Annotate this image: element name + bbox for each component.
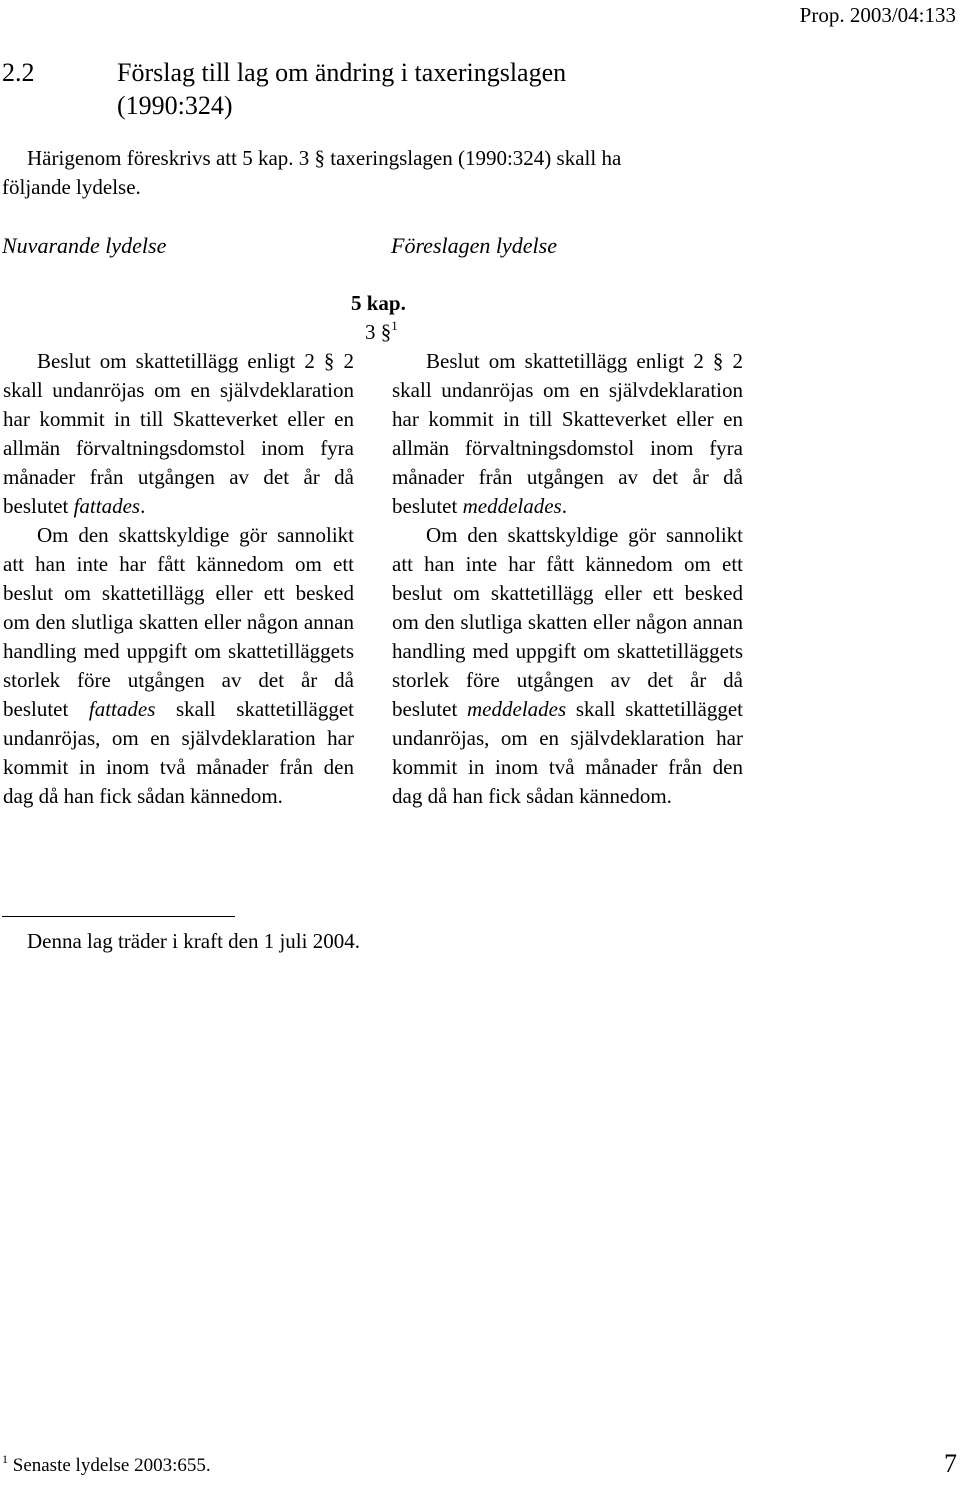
proposed-wording-column — [392, 347, 743, 811]
proposed-p1-emphasis: meddelades — [462, 494, 562, 518]
footnote-mark: 1 — [2, 1452, 8, 1466]
footnote — [2, 1451, 211, 1482]
proposed-p2-emphasis: meddelades — [467, 697, 567, 721]
current-p1-text: Beslut om skattetillägg enligt 2 § 2 skall undanröjas om en självdeklaration har kommit in till Skatteverket eller en allmän förvaltningsdomstol inom fyra månader från utgången av det år då beslutet — [3, 349, 354, 518]
section-title-line2: (1990:324) — [117, 91, 233, 120]
current-p2-text: Om den skattskyldige gör sannolikt att han inte har fått kännedom om ett beslut om skattetillägg eller ett besked om den slutliga skatten eller någon annan handling med uppgift om skattetilläggets storlek före utgången av det år då beslutet — [3, 523, 354, 721]
proposed-p1-text: Beslut om skattetillägg enligt 2 § 2 skall undanröjas om en självdeklaration har kommit in till Skatteverket eller en allmän förvaltningsdomstol inom fyra månader från utgången av det år då beslutet — [392, 349, 743, 518]
current-p2-emphasis: fattades — [88, 697, 156, 721]
proposed-paragraph-1 — [392, 347, 743, 521]
current-paragraph-2 — [3, 521, 354, 811]
current-p1-end: . — [140, 494, 146, 518]
proposed-p2-text: Om den skattskyldige gör sannolikt att han inte har fått kännedom om ett beslut om skattetillägg eller ett besked om den slutliga skatten eller någon annan handling med uppgift om skattetilläggets storlek före utgången av det år då beslutet — [392, 523, 743, 721]
current-wording-column — [3, 347, 354, 811]
paragraph-text: 3 § — [365, 320, 392, 344]
footnote-reference: 1 — [391, 318, 398, 333]
proposed-p1-end: . — [561, 494, 567, 518]
current-paragraph-1 — [3, 347, 354, 521]
footnote-text: Senaste lydelse 2003:655. — [12, 1455, 211, 1476]
current-p2-end: skall skattetillägget undanröjas, om en självdeklaration har kommit in inom två månader från den dag då han fick sådan kännedom. — [3, 697, 354, 808]
current-wording-heading: Nuvarande lydelse — [2, 233, 167, 258]
prop-reference: Prop. 2003/04:133 — [799, 3, 956, 27]
chapter-label: 5 kap. — [351, 291, 406, 315]
section-number: 2.2 — [2, 58, 35, 87]
proposed-paragraph-2 — [392, 521, 743, 811]
effective-date-text: Denna lag träder i kraft den 1 juli 2004. — [27, 929, 360, 953]
section-title-line1: Förslag till lag om ändring i taxeringslagen — [117, 58, 567, 87]
separator-line — [2, 916, 235, 917]
proposed-p2-end: skall skattetillägget undanröjas, om en självdeklaration har kommit in inom två månader från den dag då han fick sådan kännedom. — [392, 697, 743, 808]
intro-line1: Härigenom föreskrivs att 5 kap. 3 § taxeringslagen (1990:324) skall ha — [27, 146, 622, 170]
current-p1-emphasis: fattades — [73, 494, 141, 518]
page-number: 7 — [944, 1449, 957, 1478]
intro-line2: följande lydelse. — [2, 175, 141, 199]
proposed-wording-heading: Föreslagen lydelse — [391, 233, 557, 258]
paragraph-label — [365, 318, 398, 349]
